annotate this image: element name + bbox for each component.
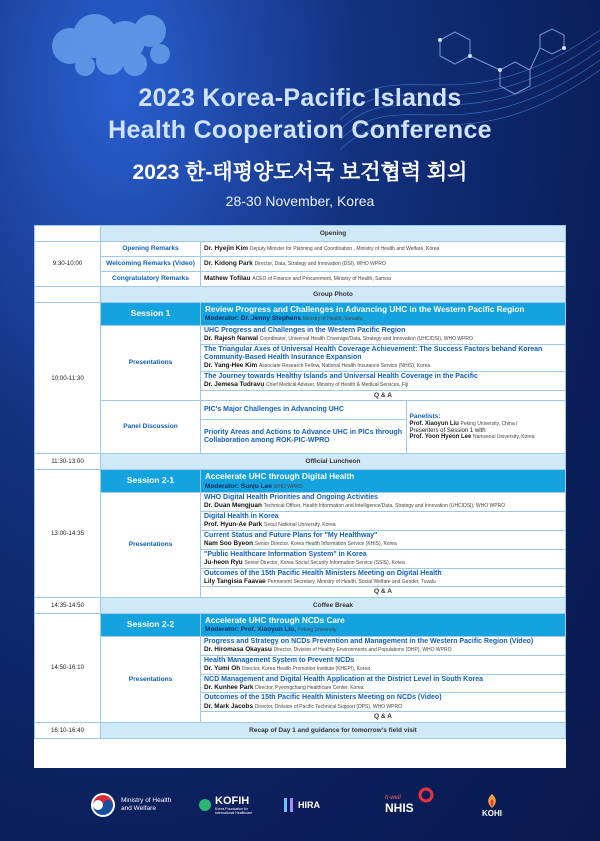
session-2-1-title [201,470,566,493]
presentation-item [201,549,566,568]
presentation-title: Outcomes of the 15th Pacific Health Ministers Meeting on Digital Health [204,569,442,577]
kohi-name: KOHI [482,808,502,818]
presentation-item [201,371,566,390]
session-2-2-title [201,613,566,636]
presenter-affiliation: Senior Director, Korea Health Information Service (KHIS), Korea [254,541,397,547]
presentation-item [201,326,566,345]
presenter [204,540,562,548]
presentations-label: Presentations [101,326,201,401]
mohw-text: Ministry of Health and Welfare [121,797,172,812]
speaker-name: Dr. Kidong Park [204,260,253,268]
hira-logo [283,785,320,825]
moderator-name: Sunju Lee [240,482,272,490]
moderator [205,483,561,491]
presentation-title: UHC Progress and Challenges in the Western Pacific Region [204,327,406,335]
molecule-graphic [400,20,580,130]
time-cell: 16:10-16:40 [35,722,101,738]
time-cell [35,287,101,303]
speaker-name: Dr. Hyejin Kim [204,245,249,253]
presenter-affiliation: Coordinator, Universal Health Coverage/Data, Strategy and Innovation (UHC/DSI), WHO WPRO [259,336,473,343]
nhis-name: NHIS [385,801,414,815]
presentation-title: The Journey towards Healthy Islands and Universal Health Coverage in the Pacific [204,372,478,380]
group-photo-row: Group Photo [101,287,566,303]
qa-row: Q & A [201,390,566,401]
presentation-item [201,530,566,549]
presenter-affiliation: Director, Pyeongchang Healthcare Center, Korea [255,684,364,691]
presenter-name: Ju-heon Ryu [204,558,243,566]
presenter-affiliation: Senior Director, Korea Social Security Information Service (SSIS), Korea [244,559,405,566]
presenter-name: Dr. Kunhee Park [204,683,254,691]
speaker-affiliation: Director, Data, Strategy and Innovation (DSI), WHO WPRO [254,261,386,268]
panelist-name: Prof. Yoon Hyeon Lee [409,434,472,441]
presenter [204,665,562,673]
hira-name: HIRA [298,800,320,810]
presentation-title: The Triangular Axes of Universal Health Coverage Achievement: The Success Factors behand Korean Community-Based Health Insurance Expansion [204,345,543,362]
presentation-title: "Public Healthcare Information System" in Korea [204,550,367,558]
nhis-small-text: h-well [385,795,401,801]
panelist-affiliation: Peking University, China / [460,420,518,427]
moderator-affiliation: WHO WPRO [273,483,303,490]
presenter-affiliation: Seoul National University, Korea [264,522,336,529]
panel-discussion-cell [201,401,566,454]
presentation-item [201,493,566,512]
congratulatory-speaker [201,272,566,287]
kofih-icon [198,798,212,812]
presentation-item [201,674,566,693]
korea-map-graphic [40,6,210,96]
time-cell [35,226,101,242]
session-1-label: Session 1 [101,303,201,326]
time-cell: 11:30-13:00 [35,454,101,470]
coffee-break-row: Coffee Break [101,597,566,613]
presenter [204,521,562,529]
presenter-affiliation: Chief Medical Adviser, Ministry of Health & Medical Services, Fiji [266,381,409,388]
kohi-logo [482,785,502,825]
presenter-name: Dr. Duan Mengjuan [204,502,262,510]
sponsor-logos [0,785,600,825]
presenter [204,559,562,567]
moderator [205,315,561,323]
panelist-name: Prof. Xiaoyun Liu [409,420,459,427]
presentations-label: Presentations [101,637,201,723]
mohw-logo [90,785,179,825]
session-2-1-label: Session 2-1 [101,470,201,493]
kofih-logo [198,785,265,825]
title-line-2: Health Cooperation Conference [108,116,492,144]
moderator-name: Dr. Jenny Stephens [240,315,302,323]
congratulatory-label: Congratulatory Remarks [101,272,201,287]
session-title-text: Accelerate UHC through NCDs Care [205,615,345,625]
moderator-affiliation: Ministry of Health, Vanuatu [302,316,363,323]
presenter-name: Dr. Yang-Hee Kim [204,362,258,370]
presenter-affiliation: Director, Division of Pacific Technical Support (DPS), WHO WPRO [254,703,402,710]
presentation-title: Digital Health in Korea [204,513,279,521]
moderator [205,626,561,634]
time-cell: 9:30-10:00 [35,242,101,287]
qa-row: Q & A [201,712,566,723]
nhis-nine-icon [418,787,434,803]
presenter-affiliation: Director, Korea Health Promotion Institute (KHEPI), Korea [241,665,371,672]
session-2-2-label: Session 2-2 [101,613,201,636]
program-table [34,225,566,739]
session-title-text: Review Progress and Challenges in Advancing UHC in the Western Pacific Region [205,305,525,314]
presenter-name: Dr. Hiromasa Okayasu [204,646,272,654]
panel-topic-text: Priority Areas and Actions to Advance UHC in PICs through Collaboration among ROK-PIC-WPRO [204,428,402,444]
presentation-title: Progress and Strategy on NCDs Prevention and Management in the Western Pacific Region (Video) [204,638,534,646]
kofih-name: KOFIH [215,795,250,807]
moderator-affiliation: Peking University [297,627,337,634]
presenter-name: Dr. Yumi Oh [204,664,241,672]
panelist-affiliation: Namseoul University, Korea [472,434,535,441]
presentation-item [201,693,566,712]
opening-header: Opening [101,226,566,242]
nhis-logo [385,785,414,825]
presenter [204,684,562,692]
speaker-name: Mathew Tofilau [204,275,251,283]
time-cell: 14:50-16:10 [35,613,101,722]
presenter [204,362,562,370]
title-korean: 2023 한-태평양도서국 보건협력 회의 [132,161,468,184]
presenter [204,646,562,654]
lunch-row: Official Luncheon [101,454,566,470]
presenter-affiliation: Associate Research Fellow, National Health Insurance Service (NHIS), Korea [258,363,431,370]
presentation-title: Outcomes of the 15th Pacific Health Ministers Meeting on NCDs (Video) [204,694,442,702]
panel-inner-table [201,401,565,453]
panelists [406,401,565,453]
session-1-title [201,303,566,326]
hira-icon [283,796,295,814]
speaker-affiliation: Deputy Minister for Planning and Coordination , Ministry of Health and Welfare, Korea [249,246,440,253]
presenter [204,703,562,711]
panel-topic [201,401,406,420]
moderator-label: Moderator: [205,315,239,323]
panel-topic-text: PIC's Major Challenges in Advancing UHC [204,406,344,414]
presentation-item [201,637,566,656]
presenter-name: Nam Soo Byeon [204,540,254,547]
presenter-affiliation: Director, Division of Healthy Environments and Populations (DHP), WHO WPRO [273,647,452,654]
moderator-name: Prof. Xiaoyun Liu, [240,626,297,634]
opening-speaker [201,242,566,257]
presenter [204,381,562,389]
panel-topic [201,420,406,453]
presenter [204,502,562,510]
presenter-name: Dr. Jemesa Tudravu [204,380,265,388]
presentation-item [201,568,566,587]
time-cell: 10:00-11:30 [35,303,101,454]
moderator-label: Moderator: [205,482,239,490]
kofih-subtitle: Korea Foundation for International Healthcare [215,807,253,815]
welcoming-label: Welcoming Remarks (Video) [101,257,201,272]
presenter-affiliation: Permanent Secretary, Ministry of Health, Social Welfare and Gender, Tuvalu [267,578,436,585]
session-title-text: Accelerate UHC through Digital Health [205,472,355,482]
presentation-title: NCD Management and Digital Health Application at the District Level in South Korea [204,675,483,683]
recap-row: Recap of Day 1 and guidance for tomorrow's field visit [101,722,566,738]
conference-dates: 28-30 November, Korea [225,193,375,209]
welcoming-speaker [201,257,566,272]
presentation-item [201,512,566,531]
presentation-item [201,655,566,674]
opening-label: Opening Remarks [101,242,201,257]
presentation-title: Health Management System to Prevent NCDs [204,656,355,664]
presentations-label: Presentations [101,493,201,598]
moderator-label: Moderator: [205,626,239,634]
time-cell: 14:35-14:50 [35,597,101,613]
panelist-note: Presenters of Session 1 with [409,427,486,434]
panel-discussion-label: Panel Discussion [101,401,201,454]
program-table-panel [34,225,566,768]
time-cell: 13:00-14:35 [35,470,101,598]
presenter-affiliation: Technical Officer, Health Information and Intelligence/Data, Strategy and Innovation (UHC/DSI), WHO WPRO [263,503,506,510]
kohi-flame-icon [484,793,500,809]
presenter-name: Dr. Mark Jacobs [204,702,254,710]
kofih-text [215,795,265,815]
presenter-name: Prof. Hyun-Ae Park [204,521,263,529]
presenter-name: Lily Tangisia Faavae [204,577,266,585]
presentation-title: WHO Digital Health Priorities and Ongoing Activities [204,494,378,502]
presenter [204,335,562,343]
taegeuk-icon [90,792,116,818]
qa-row: Q & A [201,587,566,598]
panelists-label: Panelists: [409,413,441,421]
speaker-affiliation: ACEO of Finance and Procurement, Ministry of Health, Samoa [252,276,391,283]
presenter-name: Dr. Rajesh Narwal [204,335,258,343]
presenter [204,578,562,586]
title-line-1: 2023 Korea-Pacific Islands [138,84,462,112]
presentation-title: Current Status and Future Plans for "My Healthway" [204,531,378,539]
presentation-item [201,344,566,371]
